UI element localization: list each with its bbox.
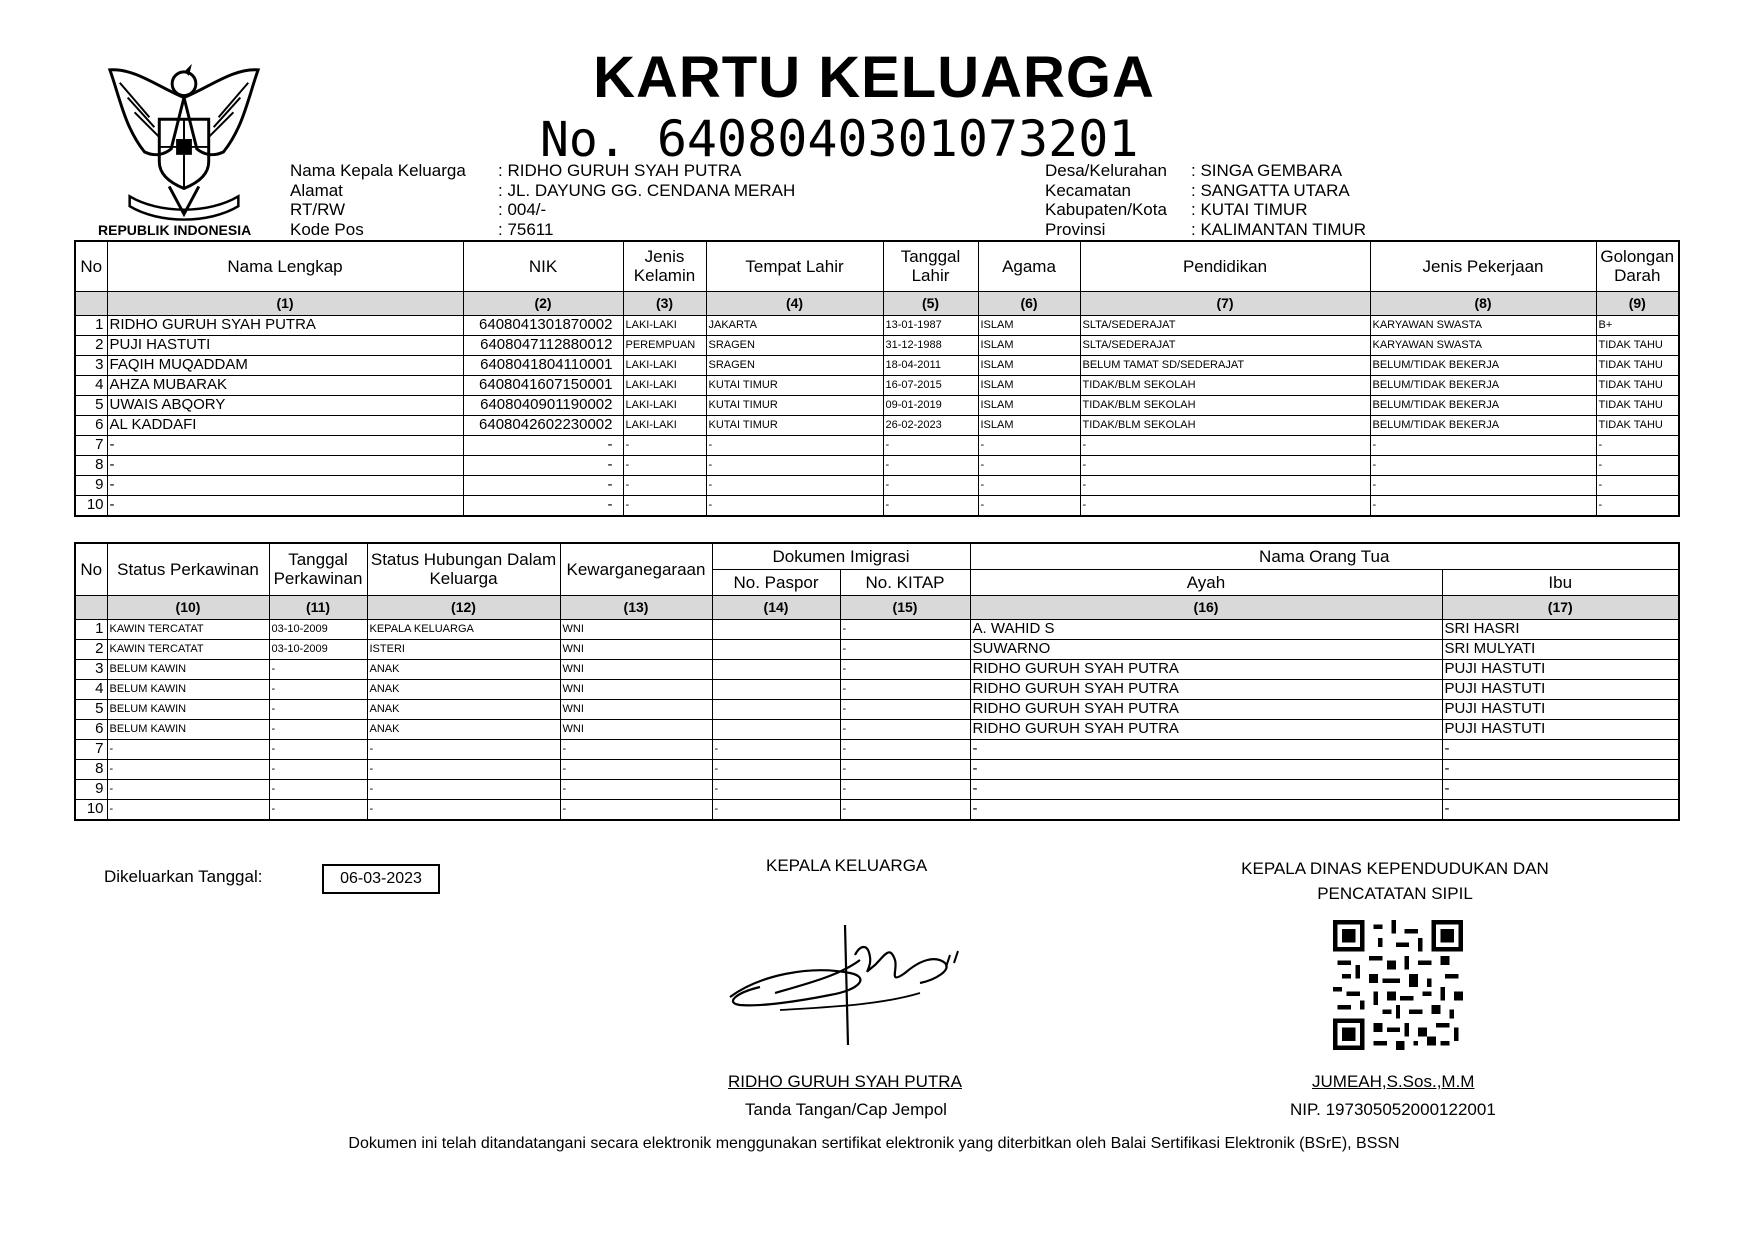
colnum: (3) [623,291,706,315]
table-cell: KARYAWAN SWASTA [1370,315,1596,335]
table-cell: SRI HASRI [1442,619,1679,639]
table-cell: KEPALA KELUARGA [367,619,560,639]
table-cell: ISLAM [978,395,1080,415]
table-cell: RIDHO GURUH SYAH PUTRA [970,659,1442,679]
table-cell: RIDHO GURUH SYAH PUTRA [970,699,1442,719]
table-cell: - [970,759,1442,779]
table-cell: - [560,799,712,820]
info-value: : KALIMANTAN TIMUR [1191,219,1367,239]
table-cell: - [269,739,367,759]
table-cell: 1 [75,619,107,639]
table-cell: WNI [560,619,712,639]
table-cell: - [840,719,970,739]
kk-number [540,110,1138,168]
kepala-keluarga-name: RIDHO GURUH SYAH PUTRA [728,1072,962,1091]
table-cell: - [107,475,463,495]
table-cell: - [840,739,970,759]
table-cell: PEREMPUAN [623,335,706,355]
table-cell: 6408040901190002 [463,395,623,415]
colnum: (15) [840,595,970,619]
table-cell: - [367,779,560,799]
table-cell: LAKI-LAKI [623,415,706,435]
table-cell: - [978,455,1080,475]
table-cell: KUTAI TIMUR [706,375,883,395]
table-cell: - [712,799,840,820]
table-cell: - [1080,455,1370,475]
table-cell: BELUM/TIDAK BEKERJA [1370,395,1596,415]
colnum: (4) [706,291,883,315]
table-cell: 6408042602230002 [463,415,623,435]
table-cell: PUJI HASTUTI [107,335,463,355]
colnum: (13) [560,595,712,619]
header-tanggal-lahir: Tanggal Lahir [883,241,978,291]
table-cell: 09-01-2019 [883,395,978,415]
table-cell: - [978,495,1080,516]
table-row [75,355,1679,375]
header-no-paspor: No. Paspor [712,569,840,595]
table-cell: - [107,799,269,820]
table-cell: - [1370,435,1596,455]
table-cell: - [623,475,706,495]
table-cell: WNI [560,699,712,719]
table-cell: - [367,799,560,820]
table-cell: A. WAHID S [970,619,1442,639]
table-cell: TIDAK/BLM SEKOLAH [1080,415,1370,435]
table-cell: - [1442,759,1679,779]
colnum: (11) [269,595,367,619]
table-cell: TIDAK TAHU [1596,415,1679,435]
table-cell: - [1080,475,1370,495]
colnum: (10) [107,595,269,619]
table-cell: - [970,739,1442,759]
table-cell: - [712,779,840,799]
table-row [75,799,1679,820]
table-cell: SUWARNO [970,639,1442,659]
table-row [75,415,1679,435]
table-row [75,455,1679,475]
table-row [75,679,1679,699]
table-cell: ANAK [367,659,560,679]
table-cell: 13-01-1987 [883,315,978,335]
table-cell: 5 [75,699,107,719]
table-cell: 9 [75,779,107,799]
table-cell: 6408041607150001 [463,375,623,395]
table-cell: - [712,759,840,779]
info-right [1045,161,1366,239]
table-row [75,619,1679,639]
table-cell: AHZA MUBARAK [107,375,463,395]
table-cell: - [1370,475,1596,495]
table-cell: WNI [560,639,712,659]
table-cell: - [706,495,883,516]
table-row [75,335,1679,355]
info-value: : SINGA GEMBARA [1191,161,1343,180]
colnum: (7) [1080,291,1370,315]
colnum: (9) [1596,291,1679,315]
table-cell: 2 [75,335,107,355]
info-value: : JL. DAYUNG GG. CENDANA MERAH [498,180,796,200]
table-cell: - [269,719,367,739]
table-cell [712,619,840,639]
info-label: Kabupaten/Kota [1045,200,1167,219]
info-label: Provinsi [1045,219,1106,239]
issued-date-box: 06-03-2023 [322,864,440,894]
table-cell: - [883,435,978,455]
table-cell: ISLAM [978,335,1080,355]
document-title: KARTU KELUARGA [593,45,1155,110]
table-cell: AL KADDAFI [107,415,463,435]
table-cell [712,679,840,699]
table-cell: 4 [75,375,107,395]
table-cell: TIDAK TAHU [1596,355,1679,375]
table-cell: - [978,435,1080,455]
table-cell: - [560,779,712,799]
header-jenis-kelamin: Jenis Kelamin [623,241,706,291]
table-cell: RIDHO GURUH SYAH PUTRA [970,679,1442,699]
table-cell: - [1080,435,1370,455]
header-pekerjaan: Jenis Pekerjaan [1370,241,1596,291]
table-cell: LAKI-LAKI [623,315,706,335]
header-golongan-darah: Golongan Darah [1596,241,1679,291]
table-cell: 3 [75,355,107,375]
info-value: : 75611 [498,219,554,239]
kepala-keluarga-label: KEPALA KELUARGA [766,856,928,875]
colnum: (16) [970,595,1442,619]
table-cell: RIDHO GURUH SYAH PUTRA [107,315,463,335]
table-cell: TIDAK/BLM SEKOLAH [1080,375,1370,395]
table-cell: ISLAM [978,375,1080,395]
table-cell: KUTAI TIMUR [706,395,883,415]
table-cell: KARYAWAN SWASTA [1370,335,1596,355]
table-cell: 4 [75,679,107,699]
colnum: (1) [107,291,463,315]
table-cell: TIDAK TAHU [1596,375,1679,395]
table-cell: ANAK [367,719,560,739]
colnum: (12) [367,595,560,619]
table-cell: 18-04-2011 [883,355,978,375]
table-cell: 5 [75,395,107,415]
table-cell: 6408047112880012 [463,335,623,355]
table-cell: - [1442,799,1679,820]
issued-date-label: Dikeluarkan Tanggal: [104,867,263,886]
table-cell: - [840,799,970,820]
table-cell: BELUM/TIDAK BEKERJA [1370,375,1596,395]
table-cell: - [107,435,463,455]
info-label: Nama Kepala Keluarga [290,161,466,180]
header-tanggal-perkawinan: Tanggal Perkawinan [269,543,367,595]
table-cell: KUTAI TIMUR [706,415,883,435]
header-nik: NIK [463,241,623,291]
table-cell: - [463,475,623,495]
table-row [75,759,1679,779]
table-cell: - [883,455,978,475]
table-cell: RIDHO GURUH SYAH PUTRA [970,719,1442,739]
info-label: Alamat [290,180,343,200]
table-cell [712,639,840,659]
table-cell: - [107,739,269,759]
table-cell: PUJI HASTUTI [1442,719,1679,739]
table-cell: BELUM/TIDAK BEKERJA [1370,355,1596,375]
kk-number-value: 6408040301073201 [656,110,1139,168]
table-cell: - [840,779,970,799]
colnum: (2) [463,291,623,315]
table-row [75,315,1679,335]
family-members-table [74,240,1680,517]
info-left [290,161,795,239]
header-no: No [75,543,107,595]
header-pendidikan: Pendidikan [1080,241,1370,291]
table-cell: - [560,739,712,759]
republik-label: REPUBLIK INDONESIA [98,222,252,238]
garuda-emblem-icon [100,58,268,226]
table-cell: - [883,475,978,495]
header-status-perkawinan: Status Perkawinan [107,543,269,595]
table-cell: KAWIN TERCATAT [107,639,269,659]
table-cell: - [463,455,623,475]
info-value: : KUTAI TIMUR [1191,200,1308,219]
colnum: (5) [883,291,978,315]
table-cell: - [706,475,883,495]
family-status-table [74,542,1680,821]
table-cell: - [269,699,367,719]
table-cell [712,659,840,679]
table-cell: BELUM KAWIN [107,659,269,679]
table-cell: 31-12-1988 [883,335,978,355]
table-cell: UWAIS ABQORY [107,395,463,415]
header-tempat-lahir: Tempat Lahir [706,241,883,291]
table-cell: SRAGEN [706,355,883,375]
header-dokumen-imigrasi: Dokumen Imigrasi [712,543,970,569]
table-cell: 8 [75,455,107,475]
table-cell: - [269,679,367,699]
table-cell: - [840,699,970,719]
table-cell: - [1442,779,1679,799]
table-row [75,435,1679,455]
table-row [75,375,1679,395]
header-nama: Nama Lengkap [107,241,463,291]
table-cell: BELUM/TIDAK BEKERJA [1370,415,1596,435]
table-cell: 6 [75,415,107,435]
table-cell: 2 [75,639,107,659]
table-cell: SRAGEN [706,335,883,355]
table-cell [712,699,840,719]
table-cell: PUJI HASTUTI [1442,679,1679,699]
table-cell: PUJI HASTUTI [1442,659,1679,679]
table-cell: 10 [75,495,107,516]
table-row [75,699,1679,719]
signature-caption: Tanda Tangan/Cap Jempol [745,1100,947,1119]
table-cell: TIDAK/BLM SEKOLAH [1080,395,1370,415]
header-agama: Agama [978,241,1080,291]
table-cell: LAKI-LAKI [623,395,706,415]
kepala-dinas-nip: NIP. 197305052000122001 [1290,1100,1496,1119]
table-cell: 26-02-2023 [883,415,978,435]
header-nama-orang-tua: Nama Orang Tua [970,543,1679,569]
table-row [75,779,1679,799]
table-cell: LAKI-LAKI [623,355,706,375]
table-cell: SLTA/SEDERAJAT [1080,315,1370,335]
table-cell: WNI [560,719,712,739]
header-no: No [75,241,107,291]
qr-code-icon [1333,920,1463,1050]
table-cell: - [883,495,978,516]
table-row [75,719,1679,739]
table-cell: - [840,639,970,659]
table-cell: ISTERI [367,639,560,659]
table-row [75,495,1679,516]
table-cell: 7 [75,435,107,455]
table-cell: 8 [75,759,107,779]
header-kewarganegaraan: Kewarganegaraan [560,543,712,595]
table-cell: - [560,759,712,779]
table-cell: - [1370,495,1596,516]
table-cell: - [623,455,706,475]
table-cell: 1 [75,315,107,335]
info-value: : 004/- [498,200,547,219]
header-status-hubungan: Status Hubungan Dalam Keluarga [367,543,560,595]
colnum: (17) [1442,595,1679,619]
table-cell: WNI [560,659,712,679]
table-cell: - [840,659,970,679]
table-cell: 10 [75,799,107,820]
table-cell: 6 [75,719,107,739]
table-cell: - [706,455,883,475]
table-cell: ANAK [367,699,560,719]
table-cell: - [1080,495,1370,516]
colnum-blank [75,291,107,315]
kepala-dinas-name: JUMEAH,S.Sos.,M.M [1312,1072,1475,1091]
table-cell: ISLAM [978,315,1080,335]
table-cell: - [840,679,970,699]
table-cell: SRI MULYATI [1442,639,1679,659]
signature-image [720,915,980,1055]
info-value: : RIDHO GURUH SYAH PUTRA [498,161,742,180]
table-cell: - [107,759,269,779]
table-cell: - [623,435,706,455]
table-cell: WNI [560,679,712,699]
table-cell: 6408041301870002 [463,315,623,335]
table-cell: 03-10-2009 [269,639,367,659]
table-cell: 7 [75,739,107,759]
table-cell: BELUM KAWIN [107,699,269,719]
table-cell: 3 [75,659,107,679]
header-no-kitap: No. KITAP [840,569,970,595]
info-label: Kecamatan [1045,180,1131,200]
table-cell [712,719,840,739]
colnum-blank [75,595,107,619]
table-cell: TIDAK TAHU [1596,395,1679,415]
table-cell: ANAK [367,679,560,699]
table-cell: - [463,495,623,516]
info-label: Kode Pos [290,219,364,239]
table-cell: - [840,759,970,779]
table-row [75,739,1679,759]
header-ayah: Ayah [970,569,1442,595]
table-cell: 9 [75,475,107,495]
colnum: (8) [1370,291,1596,315]
table-cell: - [706,435,883,455]
kk-number-label: No. [540,112,627,168]
table-cell: ISLAM [978,355,1080,375]
electronic-signature-note: Dokumen ini telah ditandatangani secara elektronik menggunakan sertifikat elektronik yang diterbitkan oleh Balai Sertifikasi Elektronik (BSrE), BSSN [348,1135,1400,1152]
table-cell: SLTA/SEDERAJAT [1080,335,1370,355]
table-cell: KAWIN TERCATAT [107,619,269,639]
info-value: : SANGATTA UTARA [1191,180,1350,200]
table-cell: - [269,659,367,679]
table-row [75,639,1679,659]
table-cell: 03-10-2009 [269,619,367,639]
table-cell: - [1596,435,1679,455]
table-cell: ISLAM [978,415,1080,435]
table-cell: - [269,779,367,799]
table-cell: BELUM KAWIN [107,719,269,739]
table-cell: - [978,475,1080,495]
table-cell: - [367,759,560,779]
table-cell: 16-07-2015 [883,375,978,395]
table-cell: - [367,739,560,759]
table-cell: 6408041804110001 [463,355,623,375]
table-cell: - [840,619,970,639]
table-cell: JAKARTA [706,315,883,335]
colnum: (6) [978,291,1080,315]
table-cell: - [712,739,840,759]
info-label: Desa/Kelurahan [1045,161,1167,180]
table-cell: - [1596,495,1679,516]
table-cell: PUJI HASTUTI [1442,699,1679,719]
header-ibu: Ibu [1442,569,1679,595]
table-cell: B+ [1596,315,1679,335]
table-row [75,395,1679,415]
table-cell: LAKI-LAKI [623,375,706,395]
table-cell: - [107,455,463,475]
table-cell: - [1596,475,1679,495]
table-row [75,659,1679,679]
table-cell: - [970,799,1442,820]
table-cell: TIDAK TAHU [1596,335,1679,355]
kepala-dinas-label: KEPALA DINAS KEPENDUDUKAN DAN PENCATATAN SIPIL [1241,859,1549,903]
table-cell: - [107,779,269,799]
info-label: RT/RW [290,200,346,219]
table-cell: - [1370,455,1596,475]
table-cell: BELUM TAMAT SD/SEDERAJAT [1080,355,1370,375]
table-cell: - [1442,739,1679,759]
colnum: (14) [712,595,840,619]
table-cell: - [970,779,1442,799]
table-cell: - [623,495,706,516]
table-row [75,475,1679,495]
table-cell: - [463,435,623,455]
table-cell: - [269,799,367,820]
table-cell: - [107,495,463,516]
table-cell: FAQIH MUQADDAM [107,355,463,375]
table-cell: - [1596,455,1679,475]
table-cell: BELUM KAWIN [107,679,269,699]
table-cell: - [269,759,367,779]
